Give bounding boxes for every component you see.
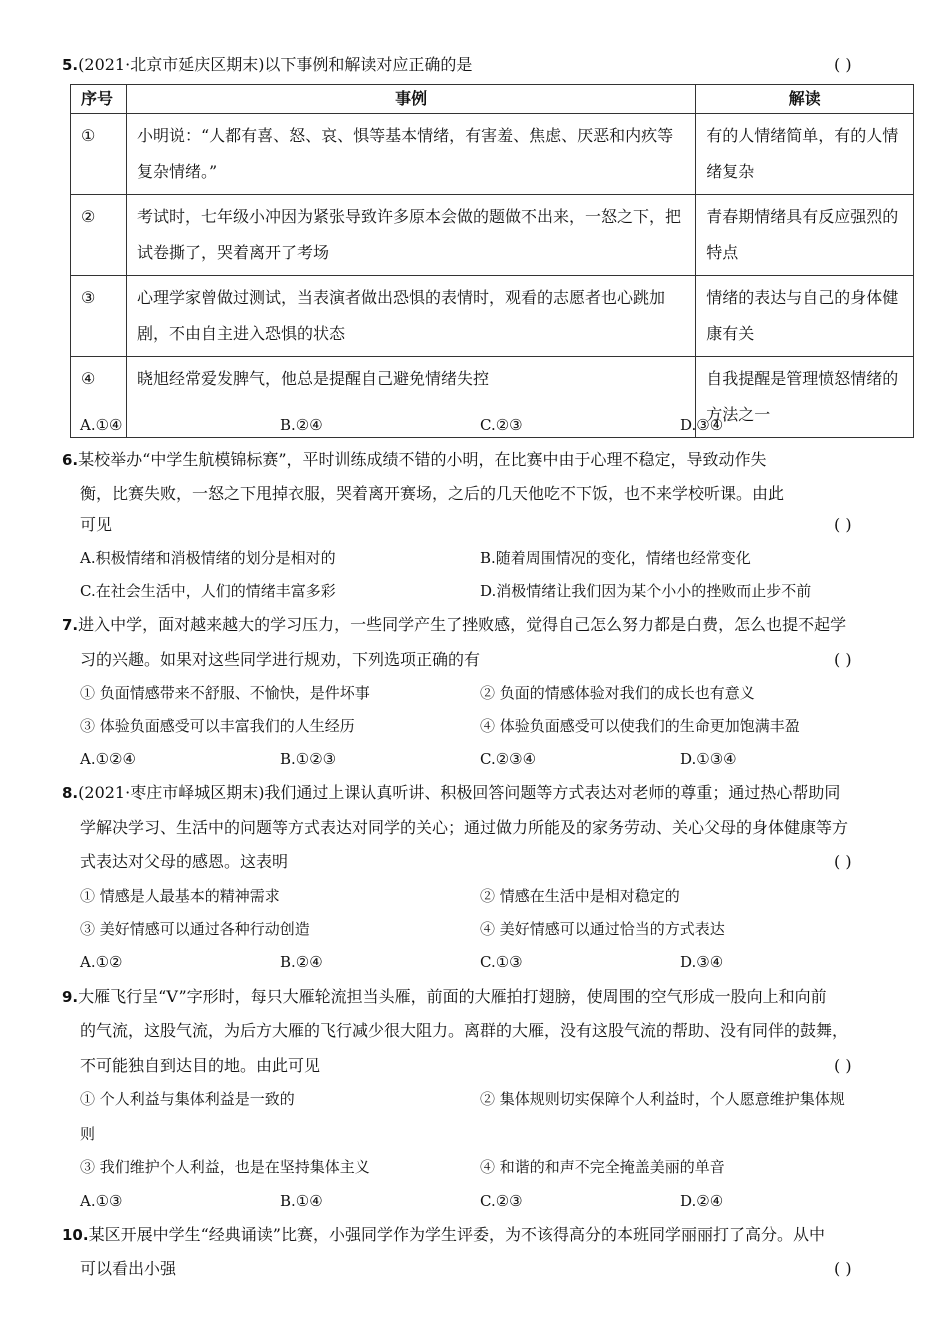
option-b[interactable]: B.②④	[280, 953, 323, 971]
statement-1: ① 负面情感带来不舒服、不愉快，是件坏事	[80, 684, 370, 702]
answer-bracket: ( )	[834, 1259, 852, 1278]
question-number: 5.	[62, 56, 79, 74]
table-header-note: 解读	[696, 85, 914, 114]
table-header-case: 事例	[126, 85, 695, 114]
option-d[interactable]: D.②④	[680, 1192, 724, 1210]
table-row	[71, 195, 914, 276]
option-d[interactable]: D.③④	[680, 416, 724, 434]
question-6-line-3: 可见	[80, 515, 113, 534]
question-text: 某区开展中学生“经典诵读”比赛，小强同学作为学生评委，为不该得高分的本班同学丽丽打了高分。从中	[88, 1225, 825, 1244]
question-5-table	[70, 84, 914, 438]
table-cell-no: ④	[71, 357, 127, 438]
question-8-line-1	[62, 776, 894, 810]
option-a[interactable]: A.①②	[80, 953, 123, 971]
question-8-line-2: 学解决学习、生活中的问题等方式表达对同学的关心；通过做力所能及的家务劳动、关心父母的身体健康等方	[80, 818, 849, 837]
option-d[interactable]: D.消极情绪让我们因为某个小小的挫败而止步不前	[480, 582, 812, 600]
statement-2-wrap: 则	[80, 1125, 96, 1143]
question-9-line-1	[62, 980, 894, 1014]
statement-3: ③ 我们维护个人利益，也是在坚持集体主义	[80, 1158, 370, 1176]
statement-4: ④ 体验负面感受可以使我们的生命更加饱满丰盈	[480, 717, 800, 735]
question-text: (2021·北京市延庆区期末)以下事例和解读对应正确的是	[78, 55, 473, 74]
table-header-row	[71, 85, 914, 114]
option-a[interactable]: A.积极情绪和消极情绪的划分是相对的	[80, 549, 336, 567]
answer-bracket: ( )	[834, 515, 852, 534]
question-text: 某校举办“中学生航模锦标赛”，平时训练成绩不错的小明，在比赛中由于心理不稳定，导致动作失	[78, 450, 767, 469]
question-text: (2021·枣庄市峄城区期末)我们通过上课认真听讲、积极回答问题等方式表达对老师的尊重；通过热心帮助同	[78, 783, 841, 802]
option-c[interactable]: C.②③	[480, 1192, 523, 1210]
question-10-line-1	[62, 1218, 894, 1252]
option-b[interactable]: B.随着周围情况的变化，情绪也经常变化	[480, 549, 751, 567]
option-d[interactable]: D.①③④	[680, 750, 737, 768]
question-text: 大雁飞行呈“V”字形时，每只大雁轮流担当头雁，前面的大雁拍打翅膀，使周围的空气形成一股向上和向前	[78, 987, 827, 1006]
question-9-line-3: 不可能独自到达目的地。由此可见	[80, 1056, 321, 1075]
question-number: 6.	[62, 451, 79, 469]
question-7-line-1	[62, 608, 894, 642]
option-b[interactable]: B.②④	[280, 416, 323, 434]
option-c[interactable]: C.在社会生活中，人们的情绪丰富多彩	[80, 582, 336, 600]
question-7-line-2: 习的兴趣。如果对这些同学进行规劝，下列选项正确的有	[80, 650, 481, 669]
option-a[interactable]: A.①④	[80, 416, 123, 434]
table-header-no: 序号	[71, 85, 127, 114]
option-c[interactable]: C.②③④	[480, 750, 537, 768]
question-number: 10.	[62, 1226, 89, 1244]
table-cell-no: ③	[71, 276, 127, 357]
statement-3: ③ 美好情感可以通过各种行动创造	[80, 920, 310, 938]
statement-1: ① 个人利益与集体利益是一致的	[80, 1090, 295, 1108]
statement-3: ③ 体验负面感受可以丰富我们的人生经历	[80, 717, 355, 735]
table-cell-note: 情绪的表达与自己的身体健康有关	[696, 276, 914, 357]
table-cell-case: 考试时，七年级小冲因为紧张导致许多原本会做的题做不出来，一怒之下，把试卷撕了，哭着离开了考场	[126, 195, 695, 276]
question-10-line-2: 可以看出小强	[80, 1259, 177, 1278]
option-d[interactable]: D.③④	[680, 953, 724, 971]
answer-bracket: ( )	[834, 852, 852, 871]
table-cell-note: 青春期情绪具有反应强烈的特点	[696, 195, 914, 276]
option-b[interactable]: B.①②③	[280, 750, 337, 768]
table-cell-note: 有的人情绪简单，有的人情绪复杂	[696, 114, 914, 195]
table-cell-note: 自我提醒是管理愤怒情绪的方法之一	[696, 357, 914, 438]
table-cell-no: ①	[71, 114, 127, 195]
question-6-line-1	[62, 443, 894, 477]
statement-2: ② 负面的情感体验对我们的成长也有意义	[480, 684, 755, 702]
question-number: 9.	[62, 988, 79, 1006]
question-number: 8.	[62, 784, 79, 802]
statement-1: ① 情感是人最基本的精神需求	[80, 887, 280, 905]
statement-4: ④ 美好情感可以通过恰当的方式表达	[480, 920, 725, 938]
statement-2: ② 集体规则切实保障个人利益时，个人愿意维护集体规	[480, 1090, 845, 1108]
answer-bracket: ( )	[834, 1056, 852, 1075]
table-cell-case: 小明说：“人都有喜、怒、哀、惧等基本情绪，有害羞、焦虑、厌恶和内疚等复杂情绪。”	[126, 114, 695, 195]
table-cell-case: 心理学家曾做过测试，当表演者做出恐惧的表情时，观看的志愿者也心跳加剧，不由自主进入恐惧的状态	[126, 276, 695, 357]
table-cell-case: 晓旭经常爱发脾气，他总是提醒自己避免情绪失控	[126, 357, 695, 438]
question-6-line-2: 衡，比赛失败，一怒之下甩掉衣服，哭着离开赛场，之后的几天他吃不下饭，也不来学校听课。由此	[80, 484, 785, 503]
option-b[interactable]: B.①④	[280, 1192, 323, 1210]
question-number: 7.	[62, 616, 79, 634]
option-a[interactable]: A.①③	[80, 1192, 123, 1210]
statement-2: ② 情感在生活中是相对稳定的	[480, 887, 680, 905]
table-cell-no: ②	[71, 195, 127, 276]
answer-bracket: ( )	[834, 55, 852, 74]
table-row	[71, 276, 914, 357]
question-text: 进入中学，面对越来越大的学习压力，一些同学产生了挫败感，觉得自己怎么努力都是白费，怎么也提不起学	[78, 615, 847, 634]
question-9-line-2: 的气流，这股气流，为后方大雁的飞行减少很大阻力。离群的大雁，没有这股气流的帮助、没有同伴的鼓舞，	[80, 1021, 849, 1040]
question-5-stem	[62, 48, 894, 82]
question-8-line-3: 式表达对父母的感恩。这表明	[80, 852, 289, 871]
option-c[interactable]: C.②③	[480, 416, 523, 434]
option-a[interactable]: A.①②④	[80, 750, 136, 768]
option-c[interactable]: C.①③	[480, 953, 523, 971]
answer-bracket: ( )	[834, 650, 852, 669]
table-row	[71, 114, 914, 195]
statement-4: ④ 和谐的和声不完全掩盖美丽的单音	[480, 1158, 725, 1176]
